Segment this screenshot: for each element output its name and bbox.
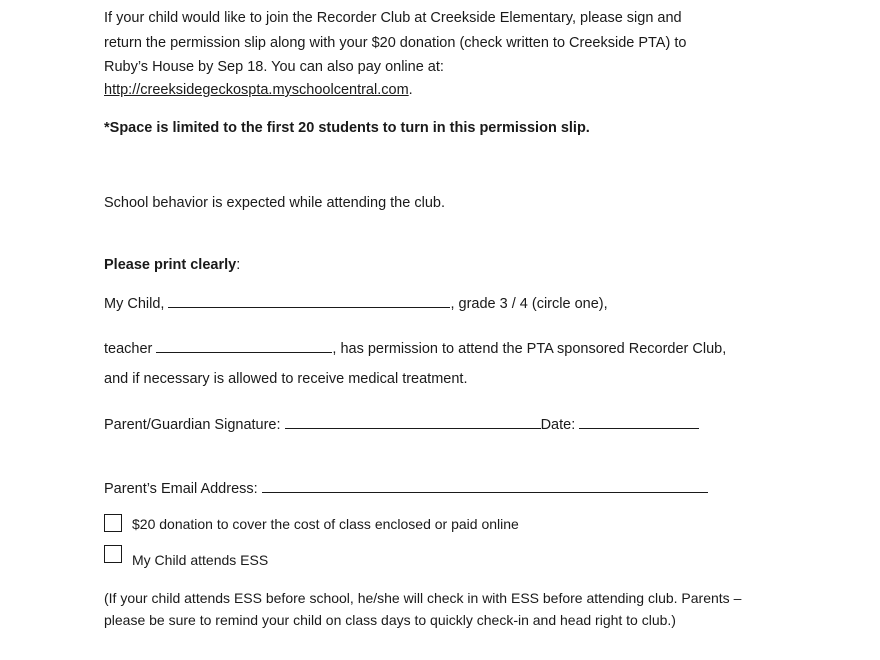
date-label: Date:: [540, 417, 580, 433]
intro-line-3: Ruby’s House by Sep 18. You can also pay online at:: [104, 59, 444, 75]
teacher-name-field[interactable]: [156, 339, 332, 353]
print-clearly-heading: [104, 256, 240, 274]
email-field[interactable]: [262, 479, 708, 493]
signature-label: Parent/Guardian Signature:: [104, 417, 285, 433]
link-period: .: [408, 82, 413, 98]
donation-checkbox-label: $20 donation to cover the cost of class enclosed or paid online: [132, 516, 519, 532]
signature-field[interactable]: [285, 415, 541, 429]
ess-checkbox-label: My Child attends ESS: [132, 552, 269, 568]
intro-line-1: If your child would like to join the Recorder Club at Creekside Elementary, please sign and: [104, 10, 682, 26]
permission-text: , has permission to attend the PTA sponsored Recorder Club,: [332, 341, 727, 357]
print-clearly-colon: :: [236, 257, 241, 273]
email-label: Parent’s Email Address:: [104, 481, 262, 497]
payment-link-line: [104, 81, 413, 99]
grade-text: , grade 3 / 4 (circle one),: [450, 296, 608, 312]
ess-note-line-1: (If your child attends ESS before school, he/she will check in with ESS before attending club. Parents –: [104, 590, 742, 606]
teacher-label: teacher: [104, 341, 157, 357]
email-line: [104, 479, 708, 498]
date-field[interactable]: [579, 415, 699, 429]
behavior-note: School behavior is expected while attending the club.: [104, 195, 445, 211]
donation-checkbox[interactable]: [104, 514, 122, 532]
intro-line-2: return the permission slip along with your $20 donation (check written to Creekside PTA) to: [104, 35, 687, 51]
medical-treatment-line: and if necessary is allowed to receive medical treatment.: [104, 371, 468, 387]
payment-link[interactable]: http://creeksidegeckospta.myschoolcentral.com: [104, 82, 409, 98]
child-line: [104, 294, 608, 313]
ess-note-line-2: please be sure to remind your child on class days to quickly check-in and head right to club.): [104, 612, 676, 628]
signature-line: [104, 415, 699, 434]
child-label: My Child,: [104, 296, 169, 312]
print-clearly-text: Please print clearly: [104, 257, 237, 273]
ess-checkbox[interactable]: [104, 545, 122, 563]
teacher-line: [104, 339, 726, 358]
space-limited-notice: *Space is limited to the first 20 students to turn in this permission slip.: [104, 120, 590, 136]
child-name-field[interactable]: [168, 294, 450, 308]
